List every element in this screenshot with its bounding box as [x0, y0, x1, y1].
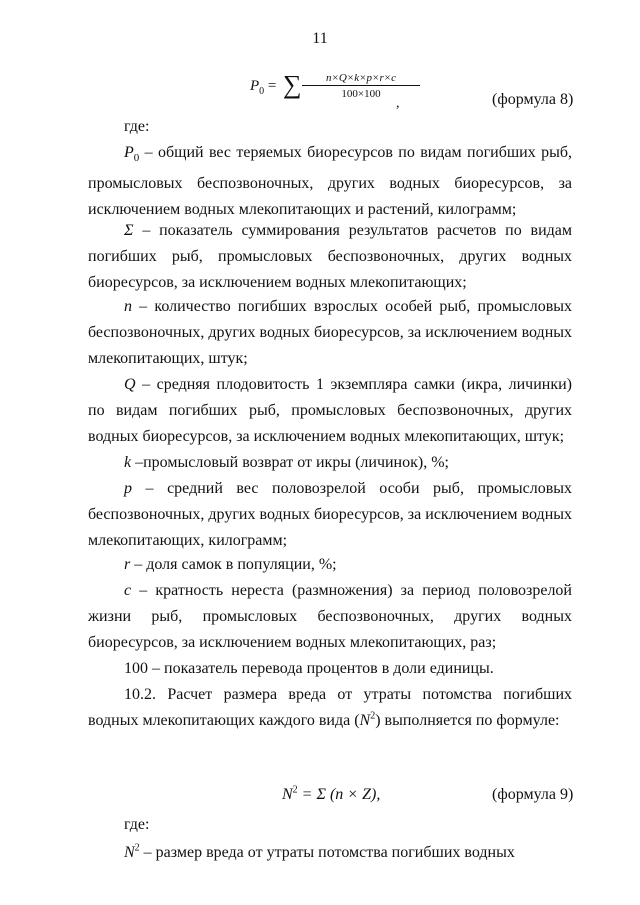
formula-8-fraction	[302, 72, 420, 100]
formula-9-tag: (формула 9)	[492, 786, 574, 803]
definition-k: k –промысловый возврат от икры (личинок), %;	[124, 454, 449, 471]
formula-8-tag: (формула 8)	[492, 91, 574, 108]
definition-p: p – средний вес половозрелой особи рыб, промысловых беспозвоночных, других водных биоресурсов, за исключением водных млекопитающих, килограмм;	[88, 480, 572, 549]
formula-8-denominator: 100×100	[341, 88, 381, 100]
formula-9: $N^2 = \Sigma$ (n × Z),	[282, 784, 381, 803]
section-10-2: 10.2. Расчет размера вреда от утраты потомства погибших водных млекопитающих каждого вида $(N^2)$ выполняется по формуле:	[88, 686, 572, 729]
formula-8-numerator: n×Q×k×p×r×c	[302, 72, 420, 86]
where-label: где:	[124, 118, 150, 135]
formula-8-comma: ,	[396, 96, 400, 111]
conversion-note: 100 – показатель перевода процентов в доли единицы.	[124, 660, 494, 677]
definition-n2: $N^2$ – размер вреда от утраты потомства погибших водных	[124, 842, 515, 861]
definition-p0: $P_0$ – общий вес теряемых биоресурсов по видам погибших рыб, промысловых беспозвоночных, других водных биоресурсов, за исключением водных млекопитающих и растений, килограмм;	[88, 144, 572, 219]
definition-n: n – количество погибших взрослых особей рыб, промысловых беспозвоночных, других водных биоресурсов, за исключением водных млекопитающих, штук;	[88, 298, 572, 367]
page-number: 11	[312, 30, 328, 47]
sum-symbol: ∑	[283, 70, 302, 99]
definition-r: r – доля самок в популяции, %;	[124, 556, 337, 573]
formula-8-lhs: $P_0$ =	[250, 78, 277, 97]
where-label-2: где:	[124, 816, 150, 833]
definition-c: c – кратность нереста (размножения) за период половозрелой жизни рыб, промысловых беспозвоночных, других водных биоресурсов, за исключением водных млекопитающих, раз;	[88, 582, 572, 651]
definition-q: Q – средняя плодовитость 1 экземпляра самки (икра, личинки) по видам погибших рыб, промысловых беспозвоночных, других водных биоресурсов, за исключением водных млекопитающих, штук;	[88, 376, 572, 445]
definition-sigma: Σ – показатель суммирования результатов расчетов по видам погибших рыб, промысловых беспозвоночных, других водных биоресурсов, за исключением водных млекопитающих;	[88, 222, 572, 291]
